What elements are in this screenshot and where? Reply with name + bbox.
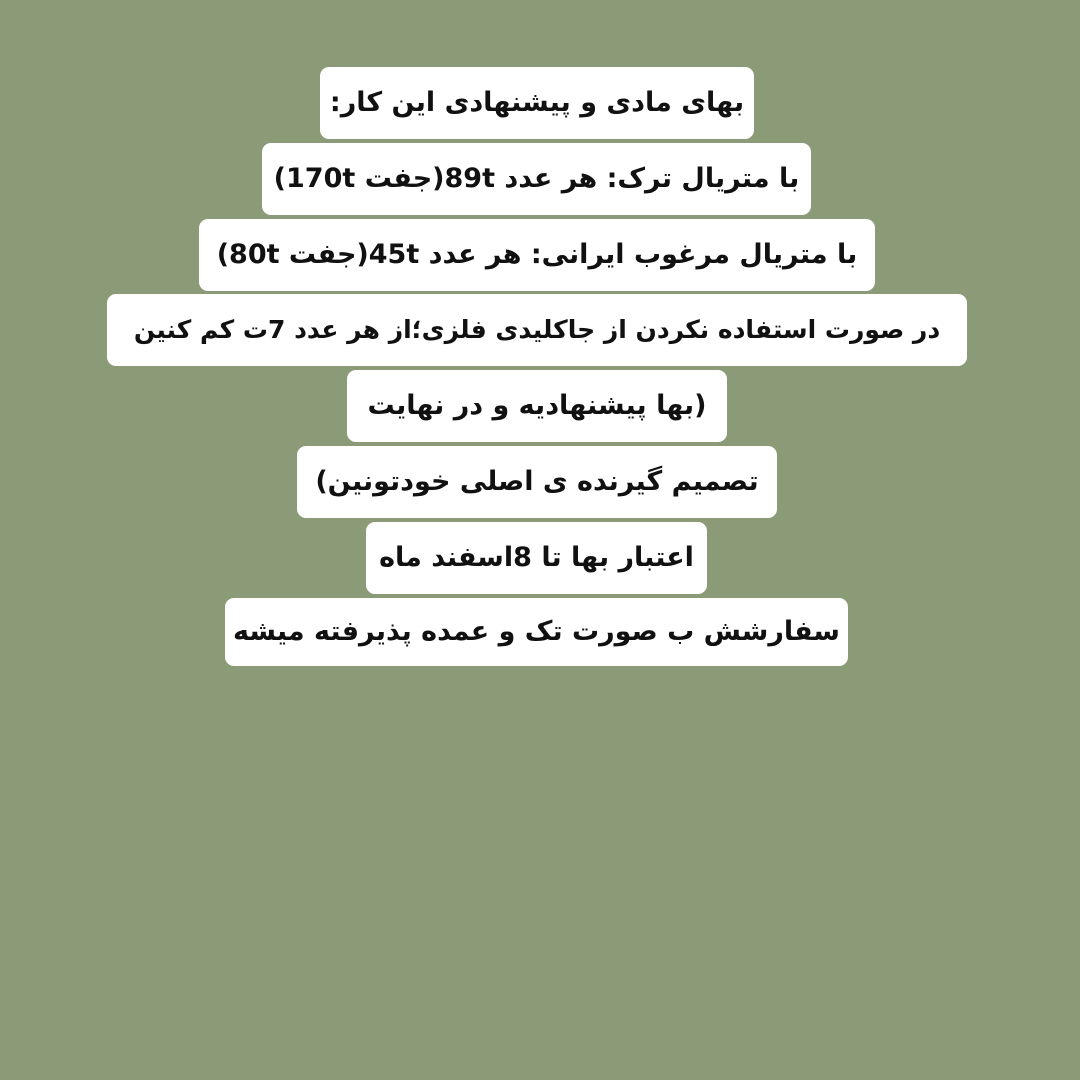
text-bubble-price-validity: اعتبار بها تا 8اسفند ماه <box>366 522 707 594</box>
text-bubble-final-decision-note: تصمیم گیرنده ی اصلی خودتونین) <box>297 446 777 518</box>
text-bubble-price-suggestion-note: (بها پیشنهادیه و در نهایت <box>347 370 727 442</box>
text-bubble-turkish-material-price: با متریال ترک: هر عدد 89t(جفت 170t) <box>262 143 811 215</box>
text-bubble-order-types: سفارشش ب صورت تک و عمده پذیرفته میشه <box>225 598 848 666</box>
text-bubble-price-heading: بهای مادی و پیشنهادی این کار: <box>320 67 754 139</box>
text-bubble-iranian-material-price: با متریال مرغوب ایرانی: هر عدد 45t(جفت 80t) <box>199 219 875 291</box>
text-bubble-keychain-discount: در صورت استفاده نکردن از جاکلیدی فلزی؛از هر عدد 7ت کم کنین <box>107 294 967 366</box>
